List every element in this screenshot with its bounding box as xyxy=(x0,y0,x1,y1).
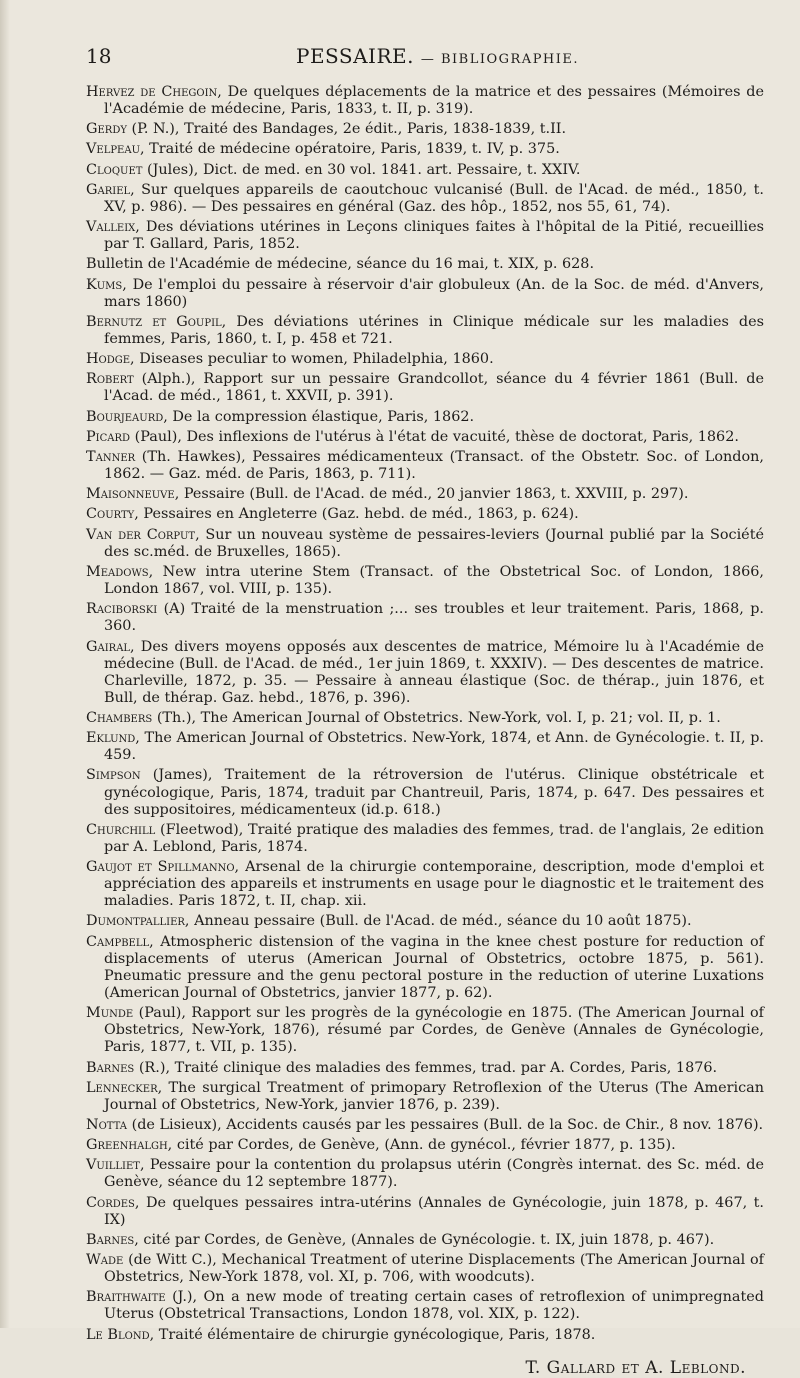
bibliography-entry xyxy=(86,1252,764,1286)
bibliography-entry xyxy=(86,1327,764,1344)
entry-text: Des divers moyens opposés aux descentes de matrice, Mémoire lu à l'Académie de médecine (Bull. de l'Acad. de méd., 1er juin 1869, t. XXXIV). — Des descentes de matrice. Charleville, 1872, p. 35. — Pessaire à anneau élastique (Soc. de thérap., juin 1876, et Bull, de thérap. Gaz. hebd., 1876, p. 396). xyxy=(104,638,765,706)
bibliography-entry xyxy=(86,730,764,764)
entry-author: Eklund, xyxy=(86,730,140,747)
entry-author: Le Blond, xyxy=(86,1326,155,1343)
entry-text: Arsenal de la chirurgie contemporaine, description, mode d'emploi et appréciation des appareils et instruments en usage pour le diagnostic et le traitement des maladies. Paris 1872, t. II, chap. xii. xyxy=(104,859,765,910)
bibliography-entry xyxy=(86,601,764,635)
bibliography-entry xyxy=(86,162,764,179)
bibliography-entry xyxy=(86,182,764,216)
bibliography-entry xyxy=(86,1232,764,1249)
entry-text: (Alph.), Rapport sur un pessaire Grandcollot, séance du 4 février 1861 (Bull. de l'Acad. de méd., 1861, t. XXVII, p. 391). xyxy=(104,371,765,405)
bibliography-entry xyxy=(86,1060,764,1077)
bibliography-entry xyxy=(86,429,764,446)
entry-author: Greenhalgh, xyxy=(86,1137,173,1154)
entry-text: Bulletin de l'Académie de médecine, séance du 16 mai, t. XIX, p. 628. xyxy=(86,256,595,273)
entry-text: (A) Traité de la menstruation ;... ses troubles et leur traitement. Paris, 1868, p. 360. xyxy=(104,601,764,635)
bibliography-entry xyxy=(86,409,764,426)
entry-author: Valleix, xyxy=(86,219,140,236)
entry-author: Raciborski xyxy=(86,601,158,618)
entry-text: De la compression élastique, Paris, 1862. xyxy=(172,408,475,425)
bibliography-list xyxy=(86,84,764,1344)
entry-text: (R.), Traité clinique des maladies des femmes, trad. par A. Cordes, Paris, 1876. xyxy=(138,1059,718,1076)
entry-author: Cloquet xyxy=(86,161,143,178)
entry-text: (Fleetwod), Traité pratique des maladies des femmes, trad. de l'anglais, 2e edition par A. Leblond, Paris, 1874. xyxy=(104,821,764,855)
entry-text: Pessaire (Bull. de l'Acad. de méd., 20 janvier 1863, t. XXVIII, p. 297). xyxy=(183,486,689,503)
entry-author: Munde xyxy=(86,1005,134,1022)
entry-text: Des déviations utérines in Clinique médicale sur les maladies des femmes, Paris, 1860, t. I, p. 458 et 721. xyxy=(104,313,765,347)
entry-text: Des déviations utérines in Leçons cliniques faites à l'hôpital de la Pitié, recueillies par T. Gallard, Paris, 1852. xyxy=(104,219,764,253)
bibliography-entry xyxy=(86,822,764,856)
entry-author: Chambers xyxy=(86,709,153,726)
entry-author: Gariel, xyxy=(86,181,135,198)
entry-author: Velpeau, xyxy=(86,141,145,158)
entry-text: (Paul), Rapport sur les progrès de la gynécologie en 1875. (The American Journal of Obstetrics, New-York, 1876), résumé par Cordes, de Genève (Annales de Gynécologie, Paris, 1877, t. VII, p. 135). xyxy=(104,1005,764,1056)
entry-author: Cordes, xyxy=(86,1194,140,1211)
entry-author: Bourjeaurd, xyxy=(86,408,168,425)
bibliography-entry xyxy=(86,1005,764,1056)
entry-text: Sur un nouveau système de pessaires-leviers (Journal publié par la Société des sc.méd. de Bruxelles, 1865). xyxy=(104,526,765,560)
bibliography-entry xyxy=(86,934,764,1002)
bibliography-entry xyxy=(86,564,764,598)
bibliography-entry xyxy=(86,710,764,727)
entry-text: (P. N.), Traité des Bandages, 2e édit., Paris, 1838-1839, t.II. xyxy=(131,121,567,138)
bibliography-entry xyxy=(86,277,764,311)
entry-text: Diseases peculiar to women, Philadelphia, 1860. xyxy=(139,351,494,368)
bibliography-entry xyxy=(86,486,764,503)
entry-author: Barnes xyxy=(86,1059,135,1076)
entry-text: (Th. Hawkes), Pessaires médicamenteux (Transact. of the Obstetr. Soc. of London, 1862. — Gaz. méd. de Paris, 1863, p. 711). xyxy=(104,449,765,483)
entry-author: Hervez de Chegoin, xyxy=(86,84,222,100)
entry-text: Atmospheric distension of the vagina in the knee chest posture for reduction of displacements of uterus (American Journal of Obstetrics, octobre 1875, p. 561). Pneumatic pressure and the genu pectoral posture in the reduction of uterine Luxations (American Journal of Obstetrics, janvier 1877, p. 62). xyxy=(104,933,764,1001)
bibliography-entry xyxy=(86,913,764,930)
entry-text: Traité élémentaire de chirurgie gynécologique, Paris, 1878. xyxy=(158,1326,596,1343)
entry-author: Barnes, xyxy=(86,1231,139,1248)
bibliography-entry xyxy=(86,351,764,368)
entry-author: Wade xyxy=(86,1252,124,1269)
bibliography-entry xyxy=(86,639,764,707)
entry-text: (J.), On a new mode of treating certain cases of retroflexion of unimpregnated Uterus (Obstetrical Transactions, London 1878, vol. XIX, p. 122). xyxy=(104,1289,764,1323)
entry-author: Braithwaite xyxy=(86,1289,166,1306)
bibliography-entry xyxy=(86,1289,764,1323)
bibliography-entry xyxy=(86,371,764,405)
entry-text: (Th.), The American Journal of Obstetrics. New-York, vol. I, p. 21; vol. II, p. 1. xyxy=(156,709,721,726)
entry-author: Churchill xyxy=(86,821,156,838)
entry-text: The surgical Treatment of primopary Retroflexion of the Uterus (The American Journal of Obstetrics, New-York, janvier 1876, p. 239). xyxy=(104,1079,764,1113)
bibliography-entry xyxy=(86,859,764,910)
bibliography-entry xyxy=(86,506,764,523)
entry-text: (Jules), Dict. de med. en 30 vol. 1841. art. Pessaire, t. XXIV. xyxy=(147,161,581,178)
entry-text: (Paul), Des inflexions de l'utérus à l'état de vacuité, thèse de doctorat, Paris, 1862. xyxy=(134,428,739,445)
entry-author: Gairal, xyxy=(86,638,135,655)
entry-author: Lennecker, xyxy=(86,1079,163,1096)
signature: T. Gallard et A. Leblond. xyxy=(525,1357,746,1378)
entry-author: Campbell, xyxy=(86,933,154,950)
entry-author: Van der Corput, xyxy=(86,526,200,543)
bibliography-entry xyxy=(86,141,764,158)
entry-author: Notta xyxy=(86,1116,127,1133)
entry-author: Kums, xyxy=(86,276,127,293)
bibliography-entry xyxy=(86,256,764,273)
entry-author: Maisonneuve, xyxy=(86,486,180,503)
bibliography-entry xyxy=(86,219,764,253)
entry-text: New intra uterine Stem (Transact. of the Obstetrical Soc. of London, 1866, London 1867, vol. VIII, p. 135). xyxy=(104,563,764,598)
entry-author: Picard xyxy=(86,428,131,445)
entry-author: Robert xyxy=(86,371,134,388)
entry-text: Pessaires en Angleterre (Gaz. hebd. de méd., 1863, p. 624). xyxy=(143,506,579,523)
bibliography-entry xyxy=(86,1117,764,1134)
entry-author: Courty, xyxy=(86,506,139,523)
entry-author: Vuilliet, xyxy=(86,1157,145,1174)
bibliography-entry xyxy=(86,1157,764,1191)
entry-text: Sur quelques appareils de caoutchouc vulcanisé (Bull. de l'Acad. de méd., 1850, t. XV, p. 986). — Des pessaires en général (Gaz. des hôp., 1852, nos 55, 61, 74). xyxy=(104,181,764,215)
entry-text: (de Lisieux), Accidents causés par les pessaires (Bull. de la Soc. de Chir., 8 nov. 1876). xyxy=(131,1116,764,1133)
entry-text: De l'emploi du pessaire à réservoir d'air globuleux (An. de la Soc. de méd. d'Anvers, mars 1860) xyxy=(104,276,764,310)
entry-author: Meadows, xyxy=(86,563,154,580)
bibliography-entry xyxy=(86,527,764,561)
entry-text: The American Journal of Obstetrics. New-York, 1874, et Ann. de Gynécologie. t. II, p. 459. xyxy=(104,730,764,764)
entry-author: Tanner xyxy=(86,449,136,465)
entry-text: Traité de médecine opératoire, Paris, 1839, t. IV, p. 375. xyxy=(149,141,560,158)
bibliography-entry xyxy=(86,1080,764,1114)
entry-text: cité par Cordes, de Genève, (Ann. de gynécol., février 1877, p. 135). xyxy=(176,1137,676,1154)
entry-author: Hodge, xyxy=(86,351,135,368)
entry-text: (de Witt C.), Mechanical Treatment of uterine Displacements (The American Journal of Obstetrics, New-York 1878, vol. XI, p. 706, with woodcuts). xyxy=(104,1252,764,1286)
entry-text: (James), Traitement de la rétroversion de l'utérus. Clinique obstétricale et gynécologique, Paris, 1874, traduit par Chantreuil, Paris, 1874, p. 647. Des pessaires et des suppositoires, médicamenteux (id.p. 618.) xyxy=(104,767,764,818)
entry-author: Gaujot et Spillmanno, xyxy=(86,859,240,876)
entry-text: Pessaire pour la contention du prolapsus utérin (Congrès internat. des Sc. méd. de Genève, séance du 12 septembre 1877). xyxy=(104,1157,764,1191)
bibliography-entry xyxy=(86,314,764,348)
entry-text: cité par Cordes, de Genève, (Annales de Gynécologie. t. IX, juin 1878, p. 467). xyxy=(143,1231,715,1248)
entry-text: De quelques déplacements de la matrice et des pessaires (Mémoires de l'Académie de médecine, Paris, 1833, t. II, p. 319). xyxy=(104,84,764,118)
running-head xyxy=(296,44,579,68)
bibliography-entry xyxy=(86,1195,764,1229)
entry-text: Anneau pessaire (Bull. de l'Acad. de méd., séance du 10 août 1875). xyxy=(194,913,692,930)
entry-author: Dumontpallier, xyxy=(86,913,190,930)
page-number: 18 xyxy=(86,44,112,68)
entry-author: Simpson xyxy=(86,767,141,784)
entry-text: De quelques pessaires intra-utérins (Annales de Gynécologie, juin 1878, p. 467, t. IX) xyxy=(104,1194,765,1228)
page-header xyxy=(86,44,764,74)
bibliography-entry xyxy=(86,1137,764,1154)
bibliography-entry xyxy=(86,121,764,138)
bibliography-entry xyxy=(86,767,764,818)
running-head-title: PESSAIRE. xyxy=(296,44,414,68)
entry-author: Gerdy xyxy=(86,121,127,138)
running-head-subtitle: — BIBLIOGRAPHIE. xyxy=(420,52,580,67)
entry-author: Bernutz et Goupil, xyxy=(86,313,227,330)
bibliography-entry xyxy=(86,449,764,483)
bibliography-entry xyxy=(86,84,764,118)
